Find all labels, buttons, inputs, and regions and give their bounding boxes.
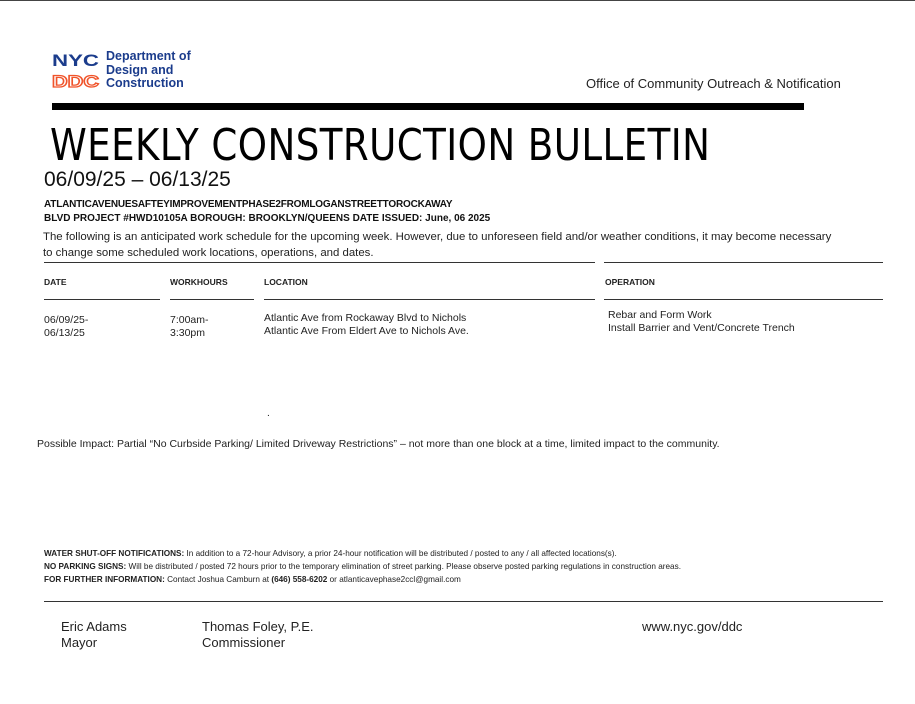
logo-mark-ddc: DDC	[52, 72, 99, 90]
top-border	[0, 0, 915, 1]
logo-text-line: Department of	[106, 49, 191, 63]
cell-workhours	[170, 314, 209, 340]
column-header-location: LOCATION	[264, 277, 308, 287]
cell-operation-line: Rebar and Form Work	[608, 309, 712, 321]
table-rule-date	[44, 299, 160, 300]
table-rule-location	[264, 299, 595, 300]
logo-text-line: Construction	[106, 76, 184, 90]
office-name: Office of Community Outreach & Notification	[586, 76, 841, 91]
cell-date	[44, 314, 88, 340]
column-header-workhours: WORKHOURS	[170, 277, 228, 287]
commissioner-name: Thomas Foley, P.E.	[202, 619, 314, 634]
logo-text-line: Design and	[106, 62, 174, 77]
footer-divider	[44, 601, 883, 602]
website-link[interactable]: www.nyc.gov/ddc	[642, 619, 743, 634]
further-info-note	[44, 573, 681, 586]
project-line-1: ATLANTICAVENUESAFTEYIMPROVEMENTPHASE2FROMLOGANSTREETTOROCKAWAY	[44, 199, 453, 210]
logo-mark-nyc: NYC	[52, 51, 99, 70]
table-rule-top	[44, 262, 595, 263]
water-shutoff-text: In addition to a 72-hour Advisory, a prior 24-hour notification will be distributed / posted to any / all affected locations(s).	[186, 549, 617, 558]
mayor-title: Mayor	[61, 635, 98, 650]
further-info-label: FOR FURTHER INFORMATION:	[44, 575, 165, 584]
table-rule-top-operation	[604, 262, 883, 263]
cell-date-line: 06/09/25-	[44, 314, 89, 326]
notifications-block	[44, 547, 681, 586]
table-rule-operation	[604, 299, 883, 300]
contact-phone[interactable]: (646) 558-6202	[271, 575, 328, 584]
nyc-ddc-logo-mark	[52, 50, 100, 90]
bulletin-title: WEEKLY CONSTRUCTION BULLETIN	[50, 120, 711, 171]
bulletin-dates: 06/09/25 – 06/13/25	[44, 168, 231, 191]
cell-location	[264, 312, 469, 338]
cell-workhours-line: 7:00am-	[170, 314, 209, 326]
further-info-text: Contact Joshua Camburn at	[167, 575, 270, 584]
table-rule-workhours	[170, 299, 254, 300]
no-parking-note	[44, 560, 681, 573]
possible-impact: Possible Impact: Partial “No Curbside Parking/ Limited Driveway Restrictions” – not more than one block at a time, limited impact to the community.	[37, 438, 720, 450]
no-parking-label: NO PARKING SIGNS:	[44, 562, 127, 571]
water-shutoff-label: WATER SHUT-OFF NOTIFICATIONS:	[44, 549, 185, 558]
water-shutoff-note	[44, 547, 681, 560]
commissioner-title: Commissioner	[202, 635, 286, 650]
contact-email[interactable]: atlanticavephase2ccl@gmail.com	[339, 575, 461, 584]
cell-location-line: Atlantic Ave From Eldert Ave to Nichols Ave.	[264, 325, 469, 337]
project-line-2: BLVD PROJECT #HWD10105A BOROUGH: BROOKLYN/QUEENS DATE ISSUED: June, 06 2025	[44, 213, 491, 224]
logo-department-name	[106, 50, 191, 91]
cell-operation-line: Install Barrier and Vent/Concrete Trench	[608, 322, 795, 334]
stray-dot: .	[267, 408, 270, 419]
cell-workhours-line: 3:30pm	[170, 327, 206, 339]
header-divider	[52, 103, 804, 110]
nyc-ddc-logo	[52, 50, 192, 92]
cell-location-line: Atlantic Ave from Rockaway Blvd to Nichols	[264, 312, 467, 324]
intro-paragraph: The following is an anticipated work schedule for the upcoming week. However, due to unforeseen field and/or weather conditions, it may become necessary to change some scheduled work locations, operations, and dates.	[43, 231, 832, 259]
no-parking-text: Will be distributed / posted 72 hours prior to the temporary elimination of street parking. Please observe posted parking regulations in construction areas.	[128, 562, 681, 571]
mayor-signature	[61, 619, 127, 651]
further-info-or: or	[329, 575, 337, 584]
column-header-operation: OPERATION	[605, 277, 655, 287]
mayor-name: Eric Adams	[61, 619, 127, 634]
column-header-date: DATE	[44, 277, 67, 287]
cell-date-line: 06/13/25	[44, 327, 85, 339]
commissioner-signature	[202, 619, 314, 651]
cell-operation	[608, 309, 795, 335]
